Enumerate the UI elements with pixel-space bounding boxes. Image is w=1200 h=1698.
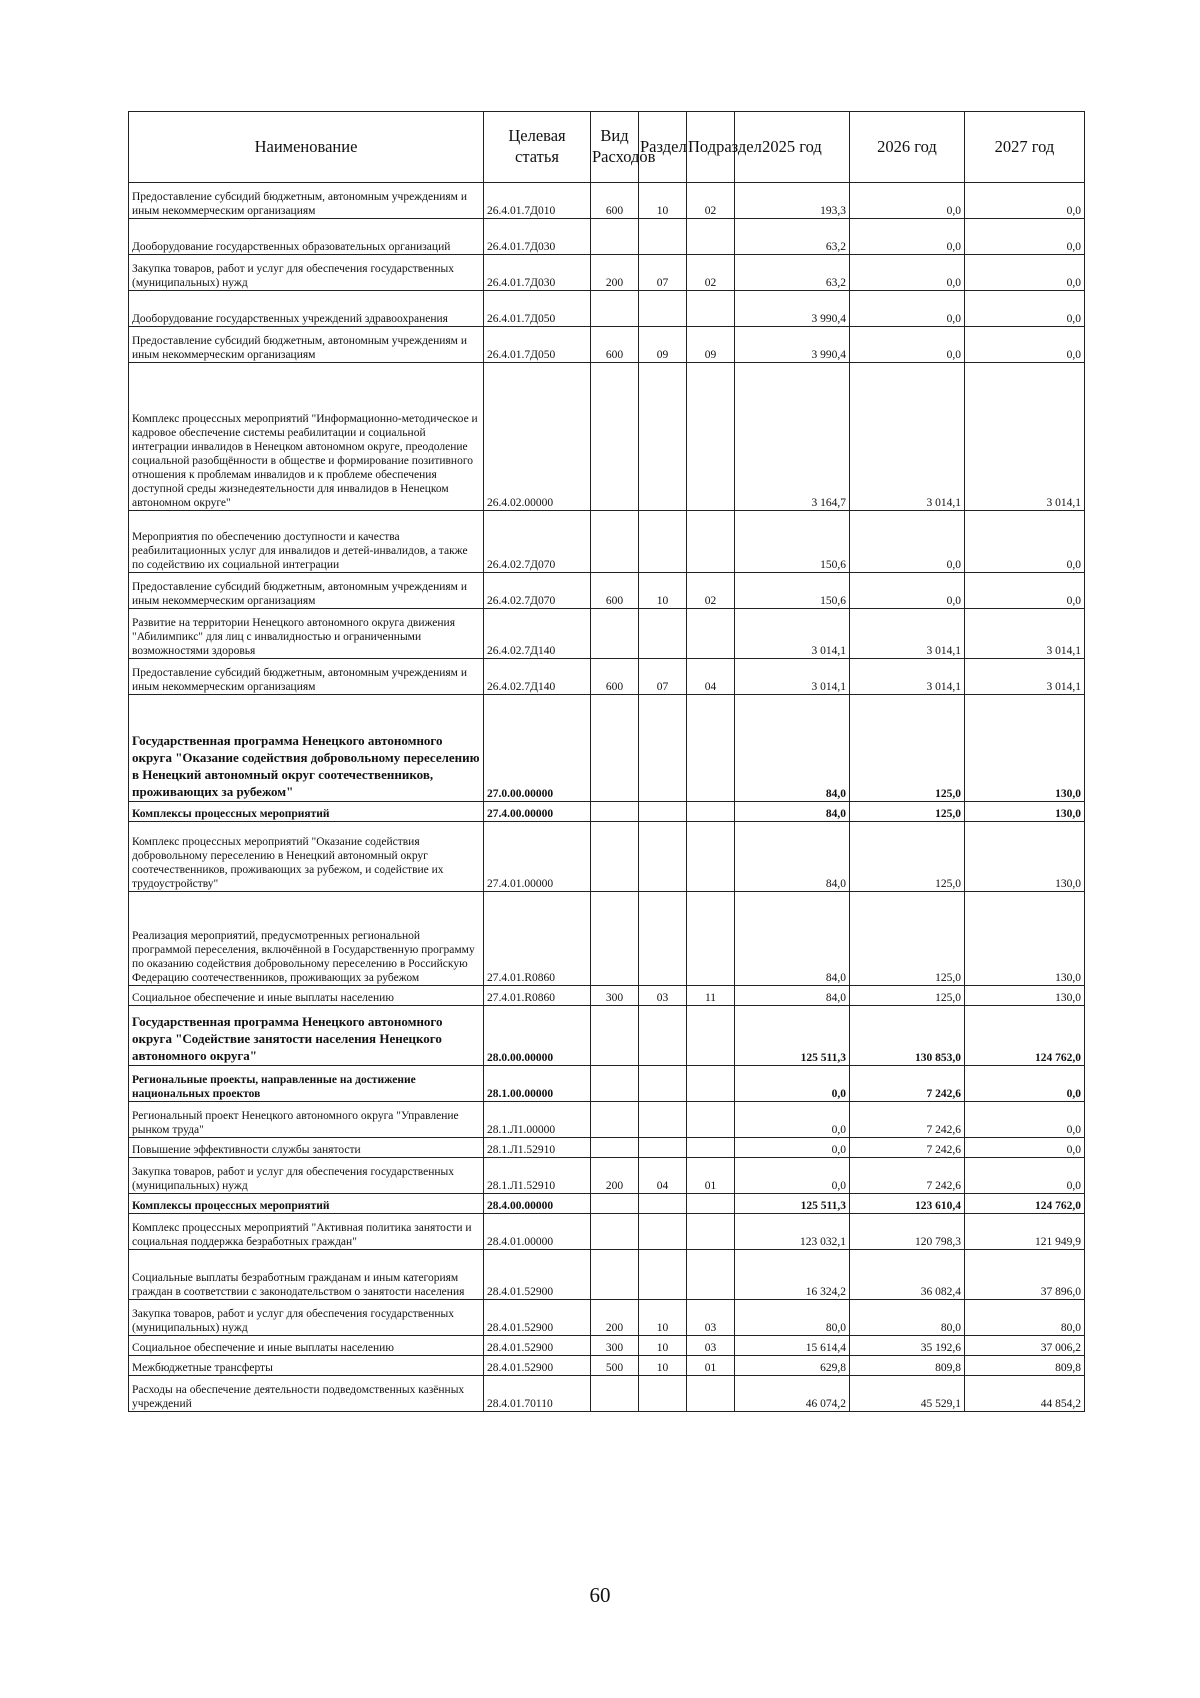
cell-target: 28.4.00.00000 xyxy=(484,1194,591,1214)
cell-section: 10 xyxy=(639,1300,687,1336)
cell-2026: 80,0 xyxy=(850,1300,965,1336)
cell-section xyxy=(639,1250,687,1300)
cell-type xyxy=(591,1006,639,1066)
cell-section xyxy=(639,822,687,892)
header-subsection: Подраздел xyxy=(687,112,735,183)
cell-target: 26.4.01.7Д030 xyxy=(484,255,591,291)
cell-name: Закупка товаров, работ и услуг для обеспечения государственных (муниципальных) нужд xyxy=(129,1300,484,1336)
cell-2025: 3 990,4 xyxy=(735,327,850,363)
cell-target: 26.4.01.7Д050 xyxy=(484,291,591,327)
header-2027: 2027 год xyxy=(965,112,1085,183)
table-row xyxy=(129,1158,1085,1194)
cell-2026: 130 853,0 xyxy=(850,1006,965,1066)
table-row xyxy=(129,659,1085,695)
cell-name: Предоставление субсидий бюджетным, автономным учреждениям и иным некоммерческим организациям xyxy=(129,573,484,609)
cell-type xyxy=(591,511,639,573)
header-target: Целевая статья xyxy=(484,112,591,183)
cell-section: 09 xyxy=(639,327,687,363)
cell-2027: 0,0 xyxy=(965,573,1085,609)
cell-subsection xyxy=(687,1250,735,1300)
cell-name: Повышение эффективности службы занятости xyxy=(129,1138,484,1158)
cell-section xyxy=(639,1194,687,1214)
cell-subsection xyxy=(687,892,735,986)
cell-section xyxy=(639,1102,687,1138)
cell-target: 28.1.Л1.52910 xyxy=(484,1158,591,1194)
table-row xyxy=(129,1356,1085,1376)
cell-2026: 7 242,6 xyxy=(850,1102,965,1138)
cell-type: 300 xyxy=(591,986,639,1006)
cell-subsection: 04 xyxy=(687,659,735,695)
cell-target: 26.4.02.7Д140 xyxy=(484,609,591,659)
cell-target: 27.4.01.R0860 xyxy=(484,892,591,986)
cell-2025: 84,0 xyxy=(735,822,850,892)
cell-2025: 3 014,1 xyxy=(735,659,850,695)
cell-section: 03 xyxy=(639,986,687,1006)
cell-type xyxy=(591,609,639,659)
cell-target: 26.4.01.7Д030 xyxy=(484,219,591,255)
header-section: Раздел xyxy=(639,112,687,183)
cell-2026: 0,0 xyxy=(850,219,965,255)
cell-section: 10 xyxy=(639,573,687,609)
table-row xyxy=(129,1336,1085,1356)
cell-subsection xyxy=(687,1376,735,1412)
cell-2026: 125,0 xyxy=(850,822,965,892)
table-row xyxy=(129,511,1085,573)
cell-target: 28.4.01.52900 xyxy=(484,1250,591,1300)
cell-subsection xyxy=(687,219,735,255)
cell-type: 600 xyxy=(591,573,639,609)
cell-2027: 0,0 xyxy=(965,219,1085,255)
table-row xyxy=(129,291,1085,327)
cell-2026: 45 529,1 xyxy=(850,1376,965,1412)
cell-2025: 15 614,4 xyxy=(735,1336,850,1356)
cell-2025: 84,0 xyxy=(735,986,850,1006)
cell-name: Мероприятия по обеспечению доступности и качества реабилитационных услуг для инвалидов и детей-инвалидов, а также по содействию их социальной интеграции xyxy=(129,511,484,573)
cell-subsection: 03 xyxy=(687,1300,735,1336)
cell-subsection xyxy=(687,695,735,802)
cell-2026: 3 014,1 xyxy=(850,363,965,511)
cell-type xyxy=(591,695,639,802)
cell-name: Предоставление субсидий бюджетным, автономным учреждениям и иным некоммерческим организациям xyxy=(129,183,484,219)
page-number: 60 xyxy=(589,1583,611,1607)
cell-2025: 629,8 xyxy=(735,1356,850,1376)
cell-subsection xyxy=(687,1102,735,1138)
cell-type xyxy=(591,219,639,255)
cell-2025: 0,0 xyxy=(735,1158,850,1194)
cell-section xyxy=(639,1066,687,1102)
cell-target: 28.1.00.00000 xyxy=(484,1066,591,1102)
cell-name: Закупка товаров, работ и услуг для обеспечения государственных (муниципальных) нужд xyxy=(129,255,484,291)
cell-section: 10 xyxy=(639,1356,687,1376)
table-row xyxy=(129,1102,1085,1138)
cell-name: Реализация мероприятий, предусмотренных региональной программой переселения, включённой в Государственную программу по оказанию содействия добровольному переселению в Российскую Федерацию соотечественников, проживающих за рубежом xyxy=(129,892,484,986)
cell-2026: 125,0 xyxy=(850,986,965,1006)
cell-name: Комплексы процессных мероприятий xyxy=(129,802,484,822)
table-row xyxy=(129,219,1085,255)
cell-target: 27.4.01.R0860 xyxy=(484,986,591,1006)
cell-type xyxy=(591,291,639,327)
cell-name: Социальное обеспечение и иные выплаты населению xyxy=(129,1336,484,1356)
cell-2027: 3 014,1 xyxy=(965,609,1085,659)
cell-section xyxy=(639,1376,687,1412)
table-row xyxy=(129,695,1085,802)
cell-target: 28.4.01.52900 xyxy=(484,1356,591,1376)
cell-subsection xyxy=(687,822,735,892)
cell-name: Предоставление субсидий бюджетным, автономным учреждениям и иным некоммерческим организациям xyxy=(129,327,484,363)
cell-subsection xyxy=(687,802,735,822)
cell-2025: 125 511,3 xyxy=(735,1006,850,1066)
cell-subsection xyxy=(687,1066,735,1102)
cell-type: 300 xyxy=(591,1336,639,1356)
table-row xyxy=(129,1066,1085,1102)
cell-2026: 0,0 xyxy=(850,255,965,291)
cell-target: 28.1.Л1.52910 xyxy=(484,1138,591,1158)
cell-subsection xyxy=(687,511,735,573)
table-row xyxy=(129,892,1085,986)
cell-section: 04 xyxy=(639,1158,687,1194)
cell-subsection: 09 xyxy=(687,327,735,363)
cell-2025: 84,0 xyxy=(735,695,850,802)
cell-target: 26.4.02.7Д070 xyxy=(484,511,591,573)
cell-name: Региональные проекты, направленные на достижение национальных проектов xyxy=(129,1066,484,1102)
cell-2026: 7 242,6 xyxy=(850,1066,965,1102)
cell-2025: 63,2 xyxy=(735,255,850,291)
cell-section: 10 xyxy=(639,183,687,219)
cell-subsection xyxy=(687,1006,735,1066)
cell-target: 28.1.Л1.00000 xyxy=(484,1102,591,1138)
cell-name: Расходы на обеспечение деятельности подведомственных казённых учреждений xyxy=(129,1376,484,1412)
cell-type xyxy=(591,363,639,511)
cell-target: 26.4.02.7Д070 xyxy=(484,573,591,609)
cell-2027: 0,0 xyxy=(965,1102,1085,1138)
cell-type xyxy=(591,822,639,892)
cell-section xyxy=(639,219,687,255)
cell-2025: 80,0 xyxy=(735,1300,850,1336)
cell-2025: 125 511,3 xyxy=(735,1194,850,1214)
cell-2025: 3 014,1 xyxy=(735,609,850,659)
cell-2026: 36 082,4 xyxy=(850,1250,965,1300)
cell-type: 500 xyxy=(591,1356,639,1376)
cell-2026: 0,0 xyxy=(850,327,965,363)
table-row xyxy=(129,1214,1085,1250)
cell-name: Комплекс процессных мероприятий "Информационно-методическое и кадровое обеспечение системы реабилитации и социальной интеграции инвалидов в Ненецком автономном округе, преодоление социальной разобщённости в обществе и формирование позитивного отношения к проблемам инвалидов и к проблеме обеспечения доступной среды жизнедеятельности для инвалидов в Ненецком автономном округе" xyxy=(129,363,484,511)
cell-2027: 130,0 xyxy=(965,892,1085,986)
cell-2025: 3 990,4 xyxy=(735,291,850,327)
cell-2026: 123 610,4 xyxy=(850,1194,965,1214)
cell-section xyxy=(639,363,687,511)
cell-target: 28.4.01.52900 xyxy=(484,1300,591,1336)
table-row xyxy=(129,1250,1085,1300)
cell-section xyxy=(639,1214,687,1250)
cell-2027: 3 014,1 xyxy=(965,363,1085,511)
cell-name: Государственная программа Ненецкого автономного округа "Содействие занятости населения Ненецкого автономного округа" xyxy=(129,1006,484,1066)
cell-subsection: 01 xyxy=(687,1158,735,1194)
cell-2027: 0,0 xyxy=(965,511,1085,573)
cell-2026: 0,0 xyxy=(850,183,965,219)
cell-2025: 3 164,7 xyxy=(735,363,850,511)
cell-type xyxy=(591,1376,639,1412)
cell-2026: 3 014,1 xyxy=(850,609,965,659)
cell-subsection: 01 xyxy=(687,1356,735,1376)
cell-subsection xyxy=(687,1138,735,1158)
cell-type xyxy=(591,1066,639,1102)
cell-type xyxy=(591,1250,639,1300)
cell-2026: 125,0 xyxy=(850,802,965,822)
cell-2025: 150,6 xyxy=(735,573,850,609)
cell-2027: 130,0 xyxy=(965,822,1085,892)
cell-2026: 0,0 xyxy=(850,291,965,327)
cell-section xyxy=(639,1138,687,1158)
cell-2027: 0,0 xyxy=(965,1138,1085,1158)
cell-type xyxy=(591,1102,639,1138)
cell-2027: 44 854,2 xyxy=(965,1376,1085,1412)
cell-subsection: 02 xyxy=(687,573,735,609)
cell-name: Социальное обеспечение и иные выплаты населению xyxy=(129,986,484,1006)
cell-2027: 80,0 xyxy=(965,1300,1085,1336)
cell-2025: 150,6 xyxy=(735,511,850,573)
cell-section xyxy=(639,1006,687,1066)
cell-section: 07 xyxy=(639,255,687,291)
cell-2027: 130,0 xyxy=(965,986,1085,1006)
cell-2026: 3 014,1 xyxy=(850,659,965,695)
cell-2026: 120 798,3 xyxy=(850,1214,965,1250)
cell-section xyxy=(639,291,687,327)
cell-type xyxy=(591,1214,639,1250)
cell-target: 27.4.00.00000 xyxy=(484,802,591,822)
cell-subsection: 03 xyxy=(687,1336,735,1356)
table-row xyxy=(129,1138,1085,1158)
table-row xyxy=(129,183,1085,219)
cell-target: 26.4.02.00000 xyxy=(484,363,591,511)
cell-2027: 130,0 xyxy=(965,802,1085,822)
cell-target: 27.4.01.00000 xyxy=(484,822,591,892)
cell-2027: 809,8 xyxy=(965,1356,1085,1376)
cell-type: 200 xyxy=(591,1300,639,1336)
cell-section xyxy=(639,802,687,822)
cell-name: Дооборудование государственных образовательных организаций xyxy=(129,219,484,255)
cell-2027: 3 014,1 xyxy=(965,659,1085,695)
budget-table xyxy=(128,111,1085,1412)
table-body xyxy=(129,183,1085,1412)
header-name: Наименование xyxy=(129,112,484,183)
cell-2026: 7 242,6 xyxy=(850,1158,965,1194)
cell-2025: 16 324,2 xyxy=(735,1250,850,1300)
cell-2027: 0,0 xyxy=(965,1066,1085,1102)
cell-type: 200 xyxy=(591,1158,639,1194)
cell-type: 200 xyxy=(591,255,639,291)
cell-2026: 7 242,6 xyxy=(850,1138,965,1158)
cell-name: Социальные выплаты безработным гражданам и иным категориям граждан в соответствии с законодательством о занятости населения xyxy=(129,1250,484,1300)
cell-section xyxy=(639,695,687,802)
cell-2025: 123 032,1 xyxy=(735,1214,850,1250)
cell-type: 600 xyxy=(591,183,639,219)
cell-target: 26.4.02.7Д140 xyxy=(484,659,591,695)
cell-name: Дооборудование государственных учреждений здравоохранения xyxy=(129,291,484,327)
cell-subsection xyxy=(687,609,735,659)
header-type: Вид Расходов xyxy=(591,112,639,183)
cell-section: 10 xyxy=(639,1336,687,1356)
cell-target: 28.4.01.52900 xyxy=(484,1336,591,1356)
table-row xyxy=(129,986,1085,1006)
cell-2026: 0,0 xyxy=(850,511,965,573)
header-2026: 2026 год xyxy=(850,112,965,183)
cell-name: Межбюджетные трансферты xyxy=(129,1356,484,1376)
cell-target: 26.4.01.7Д050 xyxy=(484,327,591,363)
cell-2026: 125,0 xyxy=(850,892,965,986)
cell-subsection: 02 xyxy=(687,183,735,219)
cell-2026: 0,0 xyxy=(850,573,965,609)
table-row xyxy=(129,1300,1085,1336)
cell-section xyxy=(639,892,687,986)
cell-2027: 124 762,0 xyxy=(965,1194,1085,1214)
cell-subsection: 02 xyxy=(687,255,735,291)
cell-name: Комплексы процессных мероприятий xyxy=(129,1194,484,1214)
cell-2025: 0,0 xyxy=(735,1066,850,1102)
cell-name: Закупка товаров, работ и услуг для обеспечения государственных (муниципальных) нужд xyxy=(129,1158,484,1194)
cell-subsection xyxy=(687,1194,735,1214)
header-2025: 2025 год xyxy=(735,112,850,183)
cell-2027: 124 762,0 xyxy=(965,1006,1085,1066)
table-row xyxy=(129,1194,1085,1214)
cell-type xyxy=(591,1194,639,1214)
cell-2027: 130,0 xyxy=(965,695,1085,802)
cell-2025: 0,0 xyxy=(735,1138,850,1158)
cell-2027: 0,0 xyxy=(965,1158,1085,1194)
cell-name: Развитие на территории Ненецкого автономного округа движения "Абилимпикс" для лиц с инвалидностью и ограниченными возможностями здоровья xyxy=(129,609,484,659)
cell-type: 600 xyxy=(591,327,639,363)
cell-subsection xyxy=(687,291,735,327)
cell-subsection xyxy=(687,1214,735,1250)
cell-2026: 809,8 xyxy=(850,1356,965,1376)
table-row xyxy=(129,609,1085,659)
table-row xyxy=(129,573,1085,609)
table-row xyxy=(129,822,1085,892)
cell-type xyxy=(591,1138,639,1158)
cell-2025: 0,0 xyxy=(735,1102,850,1138)
cell-2025: 84,0 xyxy=(735,892,850,986)
cell-2027: 0,0 xyxy=(965,291,1085,327)
cell-type xyxy=(591,892,639,986)
cell-subsection xyxy=(687,363,735,511)
cell-section xyxy=(639,511,687,573)
cell-section xyxy=(639,609,687,659)
cell-name: Государственная программа Ненецкого автономного округа "Оказание содействия добровольному переселению в Ненецкий автономный округ соотечественников, проживающих за рубежом" xyxy=(129,695,484,802)
cell-2027: 37 006,2 xyxy=(965,1336,1085,1356)
cell-name: Региональный проект Ненецкого автономного округа "Управление рынком труда" xyxy=(129,1102,484,1138)
table-header xyxy=(129,112,1085,183)
cell-target: 28.4.01.70110 xyxy=(484,1376,591,1412)
table-row xyxy=(129,363,1085,511)
cell-target: 27.0.00.00000 xyxy=(484,695,591,802)
cell-2025: 193,3 xyxy=(735,183,850,219)
cell-2027: 0,0 xyxy=(965,327,1085,363)
table-row xyxy=(129,802,1085,822)
table-row xyxy=(129,1376,1085,1412)
cell-2026: 35 192,6 xyxy=(850,1336,965,1356)
cell-2027: 0,0 xyxy=(965,255,1085,291)
cell-2026: 125,0 xyxy=(850,695,965,802)
cell-2027: 0,0 xyxy=(965,183,1085,219)
cell-subsection: 11 xyxy=(687,986,735,1006)
cell-2025: 84,0 xyxy=(735,802,850,822)
cell-type: 600 xyxy=(591,659,639,695)
cell-target: 28.0.00.00000 xyxy=(484,1006,591,1066)
table-row xyxy=(129,1006,1085,1066)
table-row xyxy=(129,255,1085,291)
cell-2025: 63,2 xyxy=(735,219,850,255)
cell-name: Предоставление субсидий бюджетным, автономным учреждениям и иным некоммерческим организациям xyxy=(129,659,484,695)
table-row xyxy=(129,327,1085,363)
cell-2025: 46 074,2 xyxy=(735,1376,850,1412)
cell-2027: 37 896,0 xyxy=(965,1250,1085,1300)
cell-target: 28.4.01.00000 xyxy=(484,1214,591,1250)
cell-2027: 121 949,9 xyxy=(965,1214,1085,1250)
cell-section: 07 xyxy=(639,659,687,695)
cell-name: Комплекс процессных мероприятий "Оказание содействия добровольному переселению в Ненецкий автономный округ соотечественников, проживающих за рубежом, и содействие их трудоустройству" xyxy=(129,822,484,892)
cell-target: 26.4.01.7Д010 xyxy=(484,183,591,219)
cell-name: Комплекс процессных мероприятий "Активная политика занятости и социальная поддержка безработных граждан" xyxy=(129,1214,484,1250)
cell-type xyxy=(591,802,639,822)
